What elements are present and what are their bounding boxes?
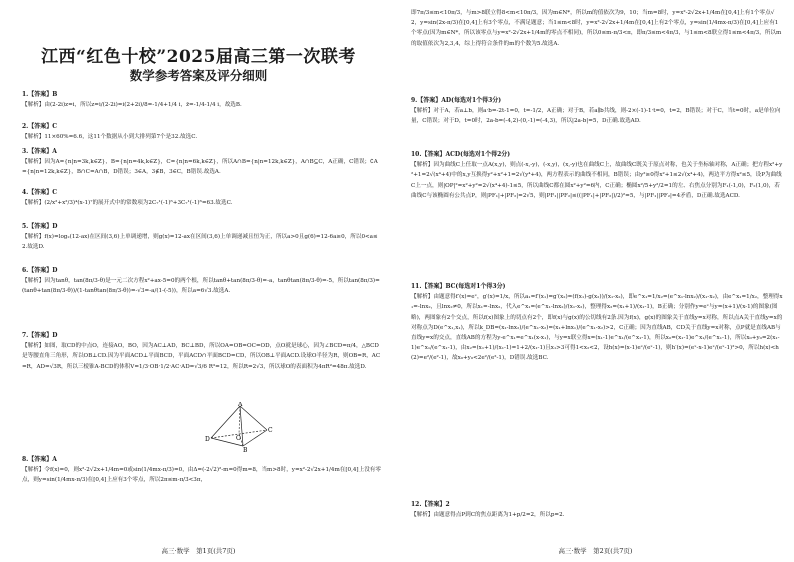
answer-line: 4.【答案】C bbox=[22, 189, 58, 196]
answer-line: 7.【答案】D bbox=[22, 332, 58, 339]
answer-line: 8.【答案】A bbox=[22, 456, 57, 463]
answer-block-9 bbox=[411, 96, 783, 127]
answer-line: 12.【答案】2 bbox=[411, 501, 450, 508]
explanation: 【解析】对于A，若a⊥b，则a·b=-2t-1=0，t=-1/2，A正确；对于B，若a∥b共线，则-2×(-1)-1·t=0，t=2，B错误；对于C，当t=0时，a是单位向量，C错误；对于D，t=0时，2a-b=(-4,2)-(0,-1)=(-4,3)，所以|2a-b|=5，D正确.故选AD. bbox=[411, 108, 781, 125]
answer-line: 2.【答案】C bbox=[22, 123, 58, 130]
document-title: 江西“红色十校”2025届高三第一次联考 bbox=[41, 47, 356, 67]
answer-block-5 bbox=[22, 222, 382, 253]
page-footer: 高三·数学 第1页(共7页) bbox=[161, 547, 236, 555]
answer-block-3 bbox=[22, 147, 382, 178]
explanation: 【解析】由题意得f′(x)=eˣ，g′(x)=1/x，所以a₁=f′(x₁)=g′(x₂)=(f(x₁)-g(x₂))/(x₁-x₂)，即e^x₁=1/x₂=(e^x₁-lnx₂)/(x₁-x₂)，由e^x₁=1/x₂，整理得x₁=-lnx₂，且lnx₂≠0，所以x₁=-lnx₂，代入e^x₁=(e^x₁-lnx₂)/(x₁-x₂)，整理得x₂=(x₁+1)/(x₁-1)，B正确；分别作y=eˣ与y=(x+1)/(x-1)的图象(图略)，两图象有2个交点，所以f(x)图象上的切点有2个，即f(x)与g(x)的公切线有2条.因为f(x)，g(x)的图象关于直线y=x对称，所以点A关于直线y=x的对称点为D(e^x₁,x₁)，所以k_DB=(x₁-lnx₂)/(e^x₁-x₂)=(x₁+lnx₁)/(e^x₁-x₂)>2，C正确；因为直线AB，CD关于直线y=x对称，点P就是直线AB与直线y=x的交点，直线AB的方程为y-e^x₁=e^x₁(x-x₁)，与y=x联立得x=(x₁-1)e^x₁/(e^x₁-1)，所以x₀=(x₁-1)e^x₁/(e^x₁-1)，所以x₀+y₀=2(x₁-1)e^x₁/(e^x₁-1)，由x₂=(x₁+1)/(x₁-1)=1+2/(x₁-1)且x₁>3可得1<x₂<2，设h(x)=(x-1)eˣ/(eˣ-1)，则h′(x)=(eˣ-x-1)eˣ/(eˣ-1)²>0，所以h(x)<h(2)=e²/(e²-1)，故x₀+y₀<2e²/(e²-1)，D错误.故选BC. bbox=[411, 294, 783, 362]
explanation: 即7π/3≤m<10π/3，与m>8联立得8<m<10π/3，因为m∈N*，所以m的值依次为9，10；当m=8时，y=x²-2√2x+1/4m在[0,4]上有1个零点√2，y=sin(2x-π/3)在[0,4]上有3个零点，不满足题意；当1≤m<8时，y=x²-2√2x+1/4m在[0,4]上有2个零点，y=sin(1/4mx-π/3)在[0,4]上应有1个零点(因为m∈N*，所以该零点与y=x²-2√2x+1/4m的零点不相同)，所以0≤m-π/3<π，即π/3≤m<4π/3，与1≤m<8联立得1≤m<4π/3，所以m的取值依次为2,3,4，综上得符合条件的m的个数为5.故选A. bbox=[411, 10, 782, 47]
answer-block-8-cont bbox=[411, 8, 783, 49]
answer-line: 3.【答案】A bbox=[22, 148, 57, 155]
answer-block-2 bbox=[22, 122, 382, 142]
label-o: O bbox=[236, 435, 241, 442]
explanation: 【解析】(2/x²+x²/3)⁴(x-1)⁷的展开式中的常数项为2C₇¹(-1)⁶+3C₇¹(-1)⁶=63.故选C. bbox=[22, 200, 233, 207]
edge-bc bbox=[243, 430, 267, 446]
label-c: C bbox=[268, 427, 273, 434]
label-a: A bbox=[238, 402, 243, 408]
edge-ac bbox=[240, 406, 267, 430]
explanation: 【解析】f(x)=log₂(12-ax)在区间(3,6)上单调递增，则g(x)=12-ax在区间(3,6)上单调递减且恒为正，所以a>0且g(6)=12-6a≥0，所以0<a≤2.故选D. bbox=[22, 234, 378, 251]
answer-block-1 bbox=[22, 90, 382, 110]
explanation: 【解析】如图，取CD的中点O，连接AO，BO，因为AC⊥AD，BC⊥BD，所以OA=OB=OC=OD，点O就是球心，因为∠BCD=π/4，△BCD是等腰直角三角形，所以OB⊥CD.因为平面ACD⊥平面BCD，平面ACD∩平面BCD=CD，所以OB⊥平面ACD.设球O半径为R，则OB=R，AC=R，AD=√3R，所以三棱锥A-BCD的体积V=1/3·OB·1/2·AC·AD=√3/6 R³=12，所以R=2√3，所以球O的表面积为4πR²=48π.故选D. bbox=[22, 343, 381, 370]
answer-block-12 bbox=[411, 500, 783, 520]
answer-line: 5.【答案】D bbox=[22, 223, 58, 230]
page-2 bbox=[397, 0, 794, 562]
edge-ao bbox=[239, 406, 240, 434]
answer-block-8 bbox=[22, 455, 382, 486]
explanation: 【解析】因为A={n|n=3k,k∈Z}，B={n|n=4k,k∈Z}，C={n|n=6k,k∈Z}，所以A∩B={n|n=12k,k∈Z}，A∩B⊆C，A正确，C错误；∁A={n|n=12k,k∈Z}，B∩C=A∩B，D错误；3∈A，3∉B，3∈C，B错误.故选A. bbox=[22, 159, 378, 176]
explanation: 【解析】因为曲线C上任取一点A(x,y)，则点(-x,-y)，(-x,y)，(x,-y)也在曲线C上，故曲线C既关于原点对称，也关于坐标轴对称，A正确；把方程x²+y²+1=2√(x⁴+4)中的x,y互换得y²+x²+1=2√(y⁴+4)，两方程表示的曲线不相同，B错误；由y²≥0得x²+1≤2√(x⁴+4)，两边平方得x²≤5，设P为曲线C上一点，则|OP|²=x²+y²=2√(x⁴+4)-1≤5，所以曲线C都在圆x²+y²=6内，C正确；椭圆x²/5+y²/2=1的左、右焦点分别为F₁(-1,0)，F₂(1,0)，若曲线C与该椭圆有公共点P，则|PF₁|+|PF₂|=2√5，则|PF₁||PF₂|≤((|PF₁|+|PF₂|)/2)²=5，与|PF₁||PF₂|=4矛盾，D正确.故选ACD. bbox=[411, 162, 783, 199]
explanation: 【解析】由题意得点P到C的焦点距离为1+p/2=2，所以p=2. bbox=[411, 512, 565, 519]
explanation: 【解析】令f(x)=0，则x²-2√2x+1/4m=0或sin(1/4mx-π/3)=0，由Δ=(-2√2)²-m=0得m=8，当m>8时，y=x²-2√2x+1/4m在[0,4]上没有零点，则y=sin(1/4mx-π/3)在[0,4]上应有3个零点，所以2π≤m-π/3<3π， bbox=[22, 467, 381, 484]
label-b: B bbox=[243, 447, 248, 452]
answer-line: 11.【答案】BC(每选对1个得3分) bbox=[411, 283, 506, 290]
label-d: D bbox=[205, 436, 210, 443]
tetrahedron-figure bbox=[205, 402, 275, 452]
answer-line: 1.【答案】B bbox=[22, 91, 58, 98]
explanation: 【解析】由(2-2i)z=i，所以z=i/(2-2i)=i(2+2i)/8=-1/4+1/4 i，z̄=-1/4-1/4 i，故选B. bbox=[22, 102, 242, 109]
answer-line: 9.【答案】AD(每选对1个得3分) bbox=[411, 97, 502, 104]
answer-line: 10.【答案】ACD(每选对1个得2分) bbox=[411, 151, 511, 158]
answer-block-11 bbox=[411, 282, 783, 364]
page-footer: 高三·数学 第2页(共7页) bbox=[558, 547, 633, 555]
answer-block-4 bbox=[22, 188, 382, 208]
answer-line: 6.【答案】D bbox=[22, 267, 58, 274]
explanation: 【解析】11×60%=6.6，这11个数据从小到大排列第7个是32.故选C. bbox=[22, 134, 198, 141]
edge-ad bbox=[211, 406, 240, 438]
document-subtitle: 数学参考答案及评分细则 bbox=[129, 68, 268, 83]
explanation: 【解析】因为tanθ，tan(8π/3-θ)是一元二次方程x²+ax-5=0的两个根，所以tanθ+tan(8π/3-θ)=-a，tanθtan(8π/3-θ)=-5，所以tan(8π/3)=(tanθ+tan(8π/3-θ))/(1-tanθtan(8π/3-θ))=-√3=-a/(1-(-5))，所以a=6√3.故选A. bbox=[22, 278, 380, 295]
answer-block-7 bbox=[22, 331, 382, 372]
answer-block-10 bbox=[411, 150, 783, 201]
answer-block-6 bbox=[22, 266, 382, 297]
